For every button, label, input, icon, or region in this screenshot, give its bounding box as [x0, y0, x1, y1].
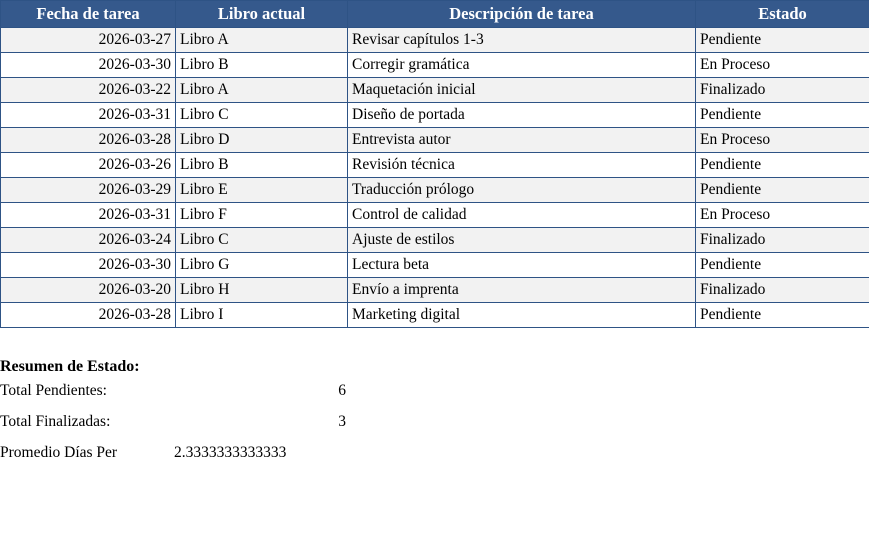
table-row[interactable]: [1, 128, 869, 153]
summary-row-finalizadas: [0, 413, 869, 444]
cell-libro[interactable]: Libro A: [176, 28, 348, 53]
cell-estado[interactable]: Pendiente: [696, 178, 869, 203]
summary-value-finalizadas[interactable]: 3: [338, 413, 346, 430]
cell-libro[interactable]: Libro C: [176, 228, 348, 253]
table-row[interactable]: [1, 228, 869, 253]
cell-descripcion[interactable]: Revisión técnica: [348, 153, 696, 178]
cell-descripcion[interactable]: Maquetación inicial: [348, 78, 696, 103]
table-body: [1, 28, 869, 328]
cell-descripcion[interactable]: Revisar capítulos 1-3: [348, 28, 696, 53]
cell-libro[interactable]: Libro H: [176, 278, 348, 303]
table-row[interactable]: [1, 203, 869, 228]
cell-estado[interactable]: Pendiente: [696, 153, 869, 178]
cell-fecha[interactable]: 2026-03-28: [1, 128, 176, 153]
table-header-row: [1, 1, 869, 28]
cell-descripcion[interactable]: Entrevista autor: [348, 128, 696, 153]
cell-descripcion[interactable]: Diseño de portada: [348, 103, 696, 128]
cell-libro[interactable]: Libro B: [176, 53, 348, 78]
summary-title: Resumen de Estado:: [0, 358, 140, 375]
cell-estado[interactable]: Pendiente: [696, 28, 869, 53]
cell-descripcion[interactable]: Control de calidad: [348, 203, 696, 228]
cell-libro[interactable]: Libro E: [176, 178, 348, 203]
cell-libro[interactable]: Libro C: [176, 103, 348, 128]
table-row[interactable]: [1, 153, 869, 178]
cell-fecha[interactable]: 2026-03-28: [1, 303, 176, 328]
cell-libro[interactable]: Libro A: [176, 78, 348, 103]
cell-fecha[interactable]: 2026-03-26: [1, 153, 176, 178]
cell-descripcion[interactable]: Envío a imprenta: [348, 278, 696, 303]
table-row[interactable]: [1, 178, 869, 203]
table-row[interactable]: [1, 28, 869, 53]
cell-fecha[interactable]: 2026-03-24: [1, 228, 176, 253]
cell-fecha[interactable]: 2026-03-30: [1, 53, 176, 78]
column-header-descripcion[interactable]: Descripción de tarea: [348, 1, 696, 28]
table-row[interactable]: [1, 53, 869, 78]
cell-estado[interactable]: En Proceso: [696, 53, 869, 78]
cell-descripcion[interactable]: Corregir gramática: [348, 53, 696, 78]
cell-estado[interactable]: Finalizado: [696, 78, 869, 103]
column-header-fecha[interactable]: Fecha de tarea: [1, 1, 176, 28]
table-row[interactable]: [1, 78, 869, 103]
table-row[interactable]: [1, 253, 869, 278]
summary-row-pendientes: [0, 382, 869, 413]
cell-fecha[interactable]: 2026-03-29: [1, 178, 176, 203]
table-header: [1, 1, 869, 28]
table-row[interactable]: [1, 103, 869, 128]
table-row[interactable]: [1, 278, 869, 303]
cell-libro[interactable]: Libro F: [176, 203, 348, 228]
cell-descripcion[interactable]: Lectura beta: [348, 253, 696, 278]
table-row[interactable]: [1, 303, 869, 328]
cell-libro[interactable]: Libro I: [176, 303, 348, 328]
cell-estado[interactable]: Pendiente: [696, 103, 869, 128]
cell-fecha[interactable]: 2026-03-22: [1, 78, 176, 103]
cell-libro[interactable]: Libro B: [176, 153, 348, 178]
cell-estado[interactable]: En Proceso: [696, 128, 869, 153]
cell-fecha[interactable]: 2026-03-27: [1, 28, 176, 53]
cell-descripcion[interactable]: Traducción prólogo: [348, 178, 696, 203]
summary-value-pendientes[interactable]: 6: [338, 382, 346, 399]
column-header-estado[interactable]: Estado: [696, 1, 869, 28]
cell-libro[interactable]: Libro G: [176, 253, 348, 278]
summary-value-promedio[interactable]: 2.3333333333333: [174, 444, 287, 461]
cell-descripcion[interactable]: Ajuste de estilos: [348, 228, 696, 253]
cell-fecha[interactable]: 2026-03-31: [1, 103, 176, 128]
cell-fecha[interactable]: 2026-03-20: [1, 278, 176, 303]
summary-label-finalizadas: Total Finalizadas:: [0, 413, 111, 430]
cell-libro[interactable]: Libro D: [176, 128, 348, 153]
cell-estado[interactable]: Pendiente: [696, 303, 869, 328]
column-header-libro[interactable]: Libro actual: [176, 1, 348, 28]
cell-estado[interactable]: En Proceso: [696, 203, 869, 228]
cell-estado[interactable]: Finalizado: [696, 228, 869, 253]
summary-row-promedio: [0, 444, 869, 475]
summary-label-promedio: Promedio Días Per: [0, 444, 118, 461]
summary-label-pendientes: Total Pendientes:: [0, 382, 107, 399]
summary-section: [0, 358, 869, 475]
cell-fecha[interactable]: 2026-03-30: [1, 253, 176, 278]
cell-descripcion[interactable]: Marketing digital: [348, 303, 696, 328]
cell-estado[interactable]: Finalizado: [696, 278, 869, 303]
cell-estado[interactable]: Pendiente: [696, 253, 869, 278]
cell-fecha[interactable]: 2026-03-31: [1, 203, 176, 228]
